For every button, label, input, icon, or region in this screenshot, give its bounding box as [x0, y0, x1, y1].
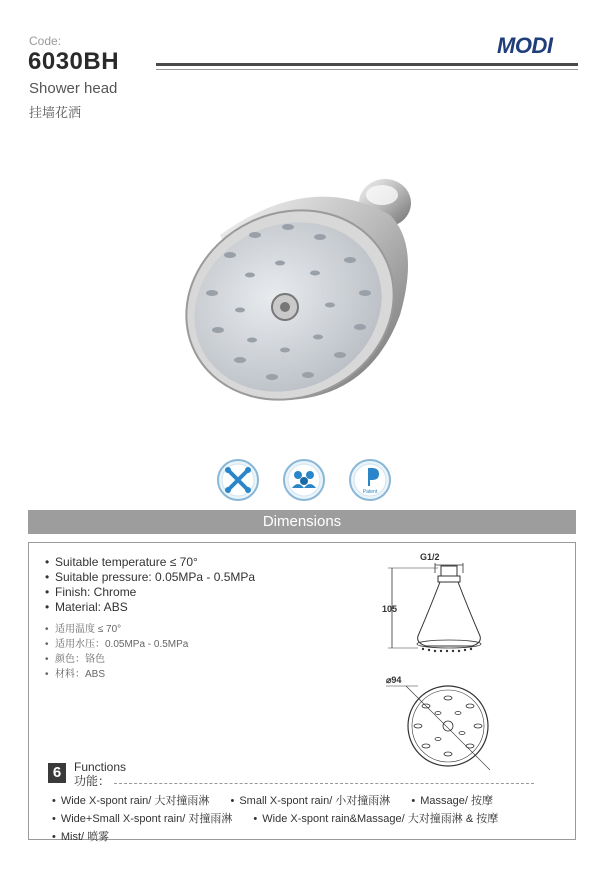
- functions-divider: [114, 783, 534, 784]
- function-item: Wide+Small X-spont rain/ 对撞雨淋: [60, 813, 233, 825]
- product-name-en: Shower head: [29, 80, 118, 97]
- function-item: Massage/ 按摩: [420, 795, 493, 807]
- function-item: Wide X-spont rain/ 大对撞雨淋: [60, 795, 210, 807]
- functions-row: • Wide X-spont rain/ 大对撞雨淋 • Small X-spont rain/ 小对撞雨淋 • Massage/ 按摩: [52, 792, 511, 808]
- thread-size-label: G1/2: [420, 552, 440, 562]
- technical-drawing: [378, 548, 508, 778]
- spec-finish-cn: • 颜色：铬色: [45, 652, 188, 667]
- feature-icons: [216, 458, 392, 506]
- spec-pressure: • Suitable pressure: 0.05MPa - 0.5MPa: [45, 570, 255, 585]
- patent-label: Patent: [362, 489, 378, 495]
- spec-temperature-cn: • 适用温度 ≤ 70°: [45, 622, 188, 637]
- spec-pressure-cn: • 适用水压：0.05MPa - 0.5MPa: [45, 637, 188, 652]
- shower-head-image: [160, 165, 460, 415]
- dimensions-title: Dimensions: [262, 513, 342, 530]
- header-rule-thin: [156, 69, 578, 70]
- functions-title-en: Functions: [74, 760, 127, 774]
- functions-count-badge: 6: [48, 763, 66, 783]
- functions-row: • Mist/ 喷雾: [52, 828, 127, 844]
- patent-icon: [348, 458, 392, 502]
- users-icon: [282, 458, 326, 502]
- spec-list-cn: [45, 622, 188, 682]
- spec-material-cn: • 材料：ABS: [45, 667, 188, 682]
- product-code: 6030BH: [28, 48, 120, 75]
- function-item: Small X-spont rain/ 小对撞雨淋: [239, 795, 391, 807]
- function-item: Mist/ 喷雾: [60, 831, 110, 843]
- header-rule: [156, 63, 578, 66]
- spec-material: • Material: ABS: [45, 600, 255, 615]
- function-item: Wide X-spont rain&Massage/ 大对撞雨淋 & 按摩: [262, 813, 499, 825]
- functions-title-cn: 功能：: [74, 774, 111, 788]
- height-label: 105: [382, 604, 398, 614]
- spec-list-en: [45, 555, 255, 615]
- diameter-label: ⌀94: [386, 675, 402, 685]
- dimensions-header: [28, 510, 576, 534]
- spec-finish: • Finish: Chrome: [45, 585, 255, 600]
- multi-function-icon: [216, 458, 260, 502]
- brand-logo: MODI: [497, 33, 553, 58]
- spec-temperature: • Suitable temperature ≤ 70°: [45, 555, 255, 570]
- code-label: Code:: [29, 34, 62, 48]
- product-name-cn: 挂墙花洒: [29, 105, 82, 120]
- functions-row: • Wide+Small X-spont rain/ 对撞雨淋 • Wide X-spont rain&Massage/ 大对撞雨淋 & 按摩: [52, 810, 516, 826]
